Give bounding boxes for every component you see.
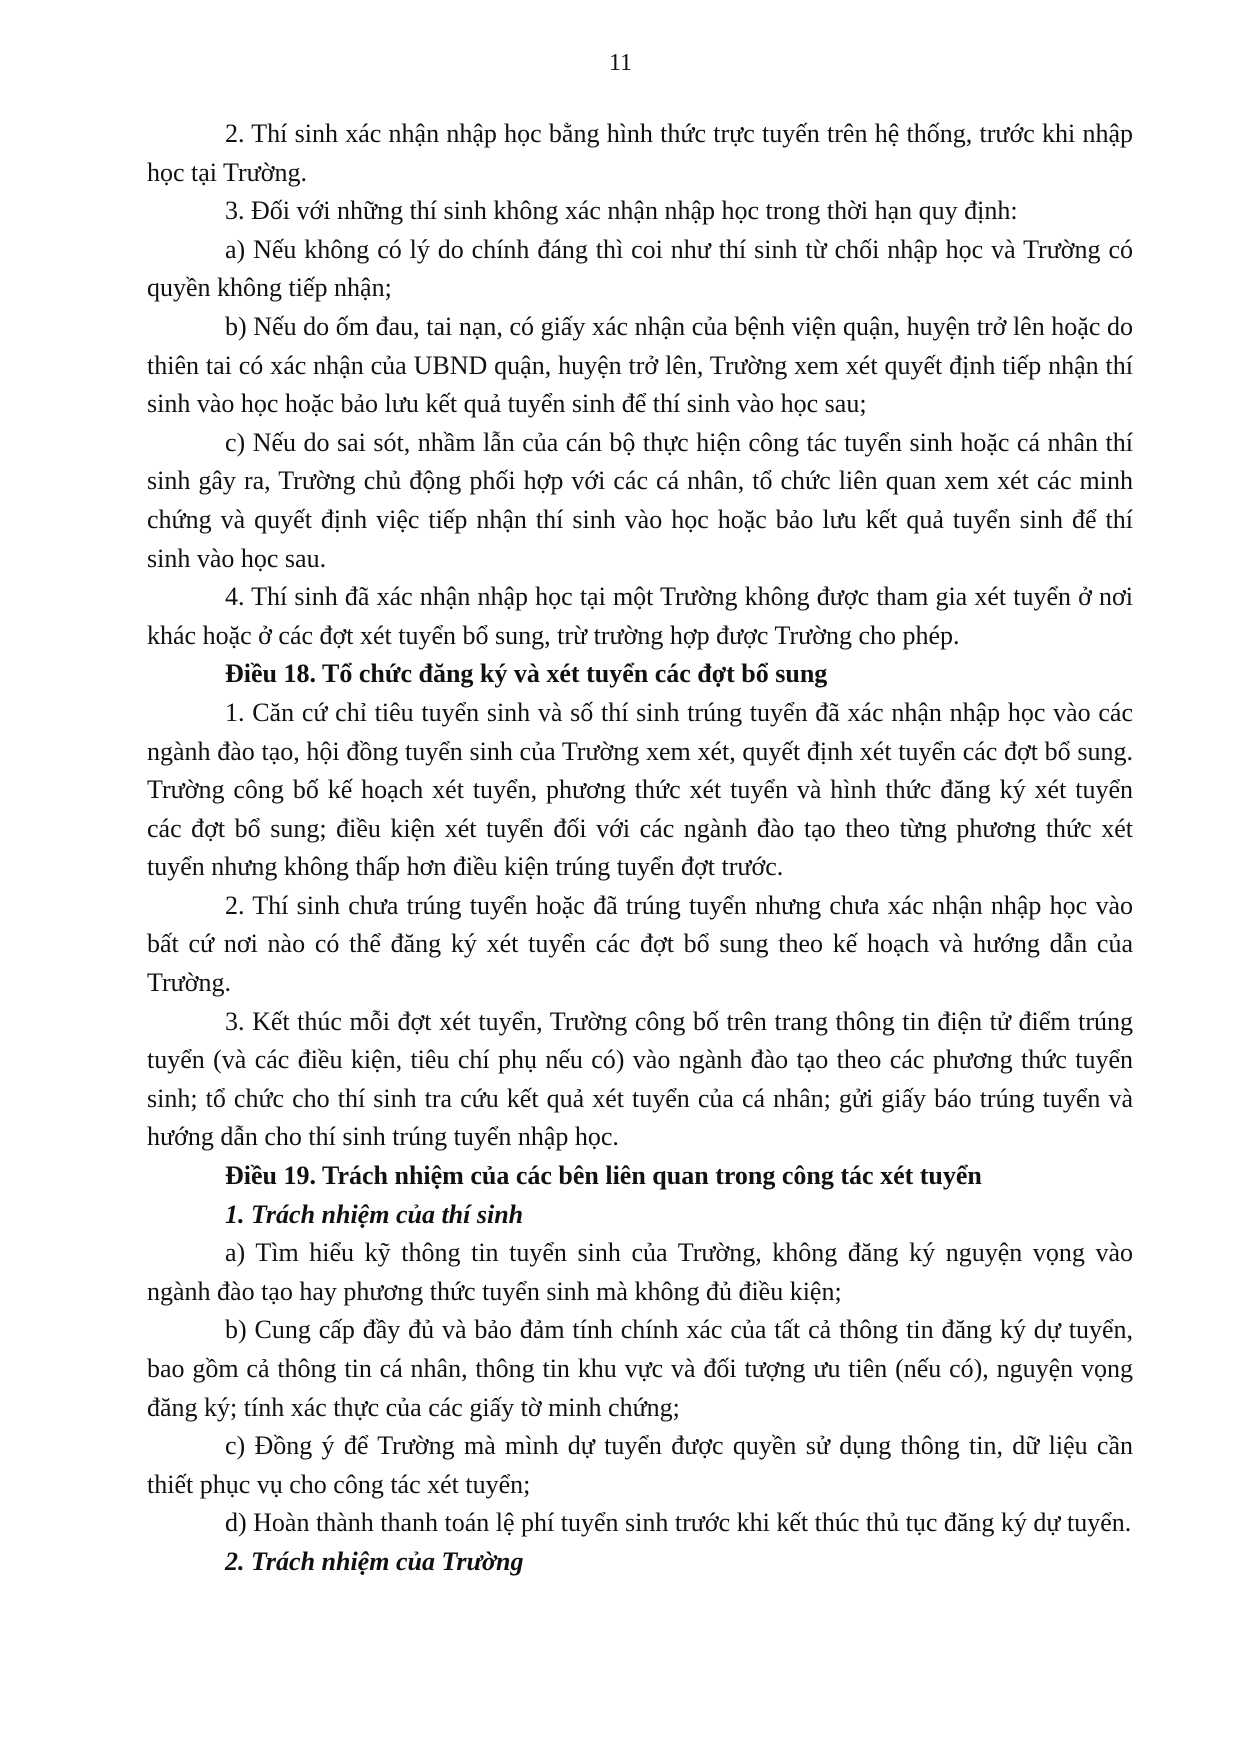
page-number: 11 (608, 50, 633, 76)
article-19-subheading-candidate: 1. Trách nhiệm của thí sinh (225, 1199, 524, 1229)
paragraph-article19-1b: b) Cung cấp đầy đủ và bảo đảm tính chính xác của tất cả thông tin đăng ký dự tuyển, bao gồm cả thông tin cá nhân, thông tin khu vực và đối tượng ưu tiên (nếu có), nguyện vọng đăng ký; tính xác thực của các giấy tờ minh chứng; (147, 1315, 1133, 1422)
article-19-subheading-school: 2. Trách nhiệm của Trường (225, 1546, 524, 1576)
paragraph-article17-clause2: 2. Thí sinh xác nhận nhập học bằng hình thức trực tuyến trên hệ thống, trước khi nhập học tại Trường. (147, 119, 1133, 187)
article-19-heading: Điều 19. Trách nhiệm của các bên liên quan trong công tác xét tuyển (225, 1161, 982, 1191)
paragraph-article19-1a: a) Tìm hiểu kỹ thông tin tuyển sinh của Trường, không đăng ký nguyện vọng vào ngành đào tạo hay phương thức tuyển sinh mà không đủ điều kiện; (147, 1238, 1133, 1306)
paragraph-article19-1c: c) Đồng ý để Trường mà mình dự tuyển được quyền sử dụng thông tin, dữ liệu cần thiết phục vụ cho công tác xét tuyển; (147, 1431, 1133, 1499)
paragraph-article17-clause4: 4. Thí sinh đã xác nhận nhập học tại một Trường không được tham gia xét tuyển ở nơi khác hoặc ở các đợt xét tuyển bổ sung, trừ trường hợp được Trường cho phép. (147, 582, 1133, 650)
article-18-heading: Điều 18. Tổ chức đăng ký và xét tuyển các đợt bổ sung (225, 659, 828, 689)
paragraph-article17-clause3b: b) Nếu do ốm đau, tai nạn, có giấy xác nhận của bệnh viện quận, huyện trở lên hoặc do thiên tai có xác nhận của UBND quận, huyện trở lên, Trường xem xét quyết định tiếp nhận thí sinh vào học hoặc bảo lưu kết quả tuyển sinh để thí sinh vào học sau; (147, 311, 1133, 419)
document-body (147, 115, 1133, 1582)
paragraph-article17-clause3: 3. Đối với những thí sinh không xác nhận nhập học trong thời hạn quy định: (225, 196, 1018, 226)
paragraph-article18-clause3: 3. Kết thúc mỗi đợt xét tuyển, Trường công bố trên trang thông tin điện tử điểm trúng tuyển (và các điều kiện, tiêu chí phụ nếu có) vào ngành đào tạo theo các phương thức tuyển sinh; tổ chức cho thí sinh tra cứu kết quả xét tuyển của cá nhân; gửi giấy báo trúng tuyển và hướng dẫn cho thí sinh trúng tuyển nhập học. (147, 1006, 1133, 1152)
paragraph-article17-clause3a: a) Nếu không có lý do chính đáng thì coi như thí sinh từ chối nhập học và Trường có quyền không tiếp nhận; (147, 234, 1133, 303)
paragraph-article17-clause3c: c) Nếu do sai sót, nhầm lẫn của cán bộ thực hiện công tác tuyển sinh hoặc cá nhân thí sinh gây ra, Trường chủ động phối hợp với các cá nhân, tổ chức liên quan xem xét các minh chứng và quyết định việc tiếp nhận thí sinh vào học hoặc bảo lưu kết quả tuyển sinh để thí sinh vào học sau. (147, 427, 1133, 573)
paragraph-article19-1d: d) Hoàn thành thanh toán lệ phí tuyển sinh trước khi kết thúc thủ tục đăng ký dự tuyển. (225, 1508, 1132, 1538)
paragraph-article18-clause2: 2. Thí sinh chưa trúng tuyển hoặc đã trúng tuyển nhưng chưa xác nhận nhập học vào bất cứ nơi nào có thể đăng ký xét tuyển các đợt bổ sung theo kế hoạch và hướng dẫn của Trường. (147, 890, 1133, 998)
paragraph-article18-clause1: 1. Căn cứ chỉ tiêu tuyển sinh và số thí sinh trúng tuyển đã xác nhận nhập học vào các ngành đào tạo, hội đồng tuyển sinh của Trường xem xét, quyết định xét tuyển các đợt bổ sung. Trường công bố kế hoạch xét tuyển, phương thức xét tuyển và hình thức đăng ký xét tuyển các đợt bổ sung; điều kiện xét tuyển đối với các ngành đào tạo theo từng phương thức xét tuyển nhưng không thấp hơn điều kiện trúng tuyển đợt trước. (147, 697, 1133, 882)
